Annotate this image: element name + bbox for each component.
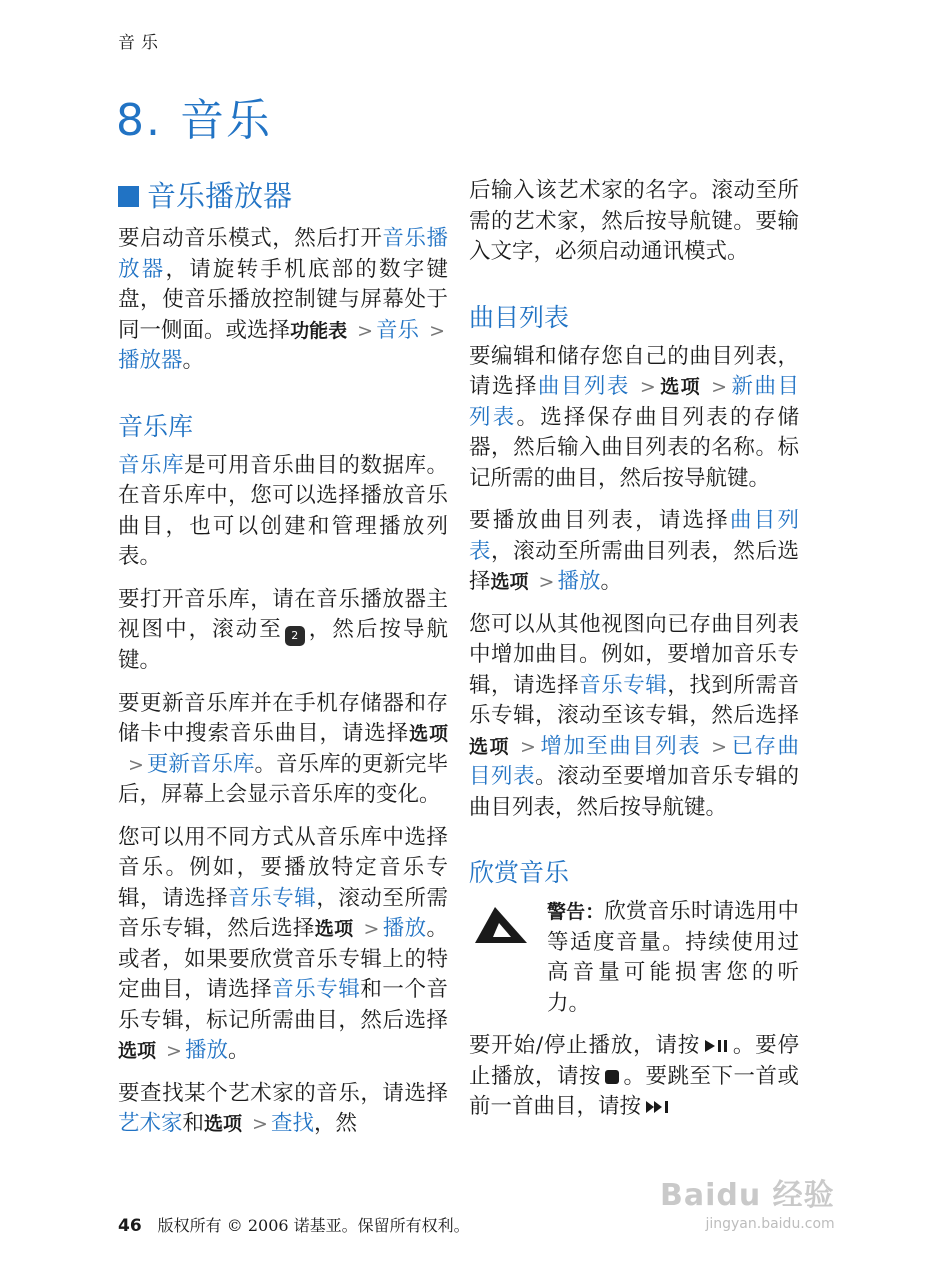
link-playlists[interactable]: 曲目列表 xyxy=(537,374,630,399)
chapter-number: 8. xyxy=(116,95,162,146)
link-play[interactable]: 播放 xyxy=(557,569,601,594)
link-albums[interactable]: 音乐专辑 xyxy=(228,885,317,911)
paragraph-open-library: 要打开音乐库，请在音乐播放器主视图中，滚动至 2 ，然后按导航键。 xyxy=(118,586,448,673)
page-number: 46 xyxy=(118,1216,142,1236)
link-update-library[interactable]: 更新音乐库 xyxy=(146,751,255,777)
paragraph-library-intro: 音乐库是可用音乐曲目的数据库。在音乐库中，您可以选择播放音乐曲目，也可以创建和管理播放列表。 xyxy=(118,452,448,569)
subsection-title-playlists: 曲目列表 xyxy=(469,302,570,332)
paragraph-start-player: 要启动音乐模式，然后打开音乐播放器，请旋转手机底部的数字键盘，使音乐播放控制键与屏幕处于同一侧面。或选择功能表 > 音乐 >播放器。 xyxy=(118,226,448,373)
warning-icon xyxy=(471,903,531,947)
section-title xyxy=(118,176,448,216)
paragraph-add-to-playlist: 您可以从其他视图向已存曲目列表中增加曲目。例如，要增加音乐专辑，请选择音乐专辑，找到所需音乐专辑，滚动至该专辑，然后选择选项 > 增加至曲目列表 > 已存曲目列表。滚动至要增加音乐专辑的曲目列表，然后按导航键。 xyxy=(469,611,799,820)
ui-menu: 功能表 xyxy=(290,319,348,342)
ui-options: 选项 xyxy=(204,1113,243,1135)
link-player[interactable]: 播放器 xyxy=(118,348,183,373)
ui-options: 选项 xyxy=(490,571,529,593)
link-albums[interactable]: 音乐专辑 xyxy=(579,672,668,698)
library-key-icon: 2 xyxy=(285,626,305,646)
paragraph-find-artist: 要查找某个艺术家的音乐，请选择艺术家和选项 > 查找，然 xyxy=(118,1080,448,1136)
ui-options: 选项 xyxy=(118,1040,157,1062)
next-track-icon xyxy=(644,1099,672,1115)
paragraph-select-music: 您可以用不同方式从音乐库中选择音乐。例如，要播放特定音乐专辑，请选择音乐专辑，滚动至所需音乐专辑，然后选择选项 > 播放。或者，如果要欣赏音乐专辑上的特定曲目，请选择音乐专辑和一个音乐专辑，标记所需曲目，然后选择选项 > 播放。 xyxy=(118,824,448,1063)
paragraph-create-playlist: 要编辑和储存您自己的曲目列表，请选择曲目列表 > 选项 > 新曲目列表。选择保存曲目列表的存储器，然后输入曲目列表的名称。标记所需的曲目，然后按导航键。 xyxy=(469,343,799,491)
ui-options: 选项 xyxy=(314,918,354,940)
link-music-player[interactable]: 音乐播放器 xyxy=(118,226,448,282)
link-add-to-playlist[interactable]: 增加至曲目列表 xyxy=(538,733,702,759)
watermark-brand: Baidu 经验 xyxy=(660,1178,835,1213)
link-music[interactable]: 音乐 xyxy=(376,317,420,343)
paragraph-artist-continued: 后输入该艺术家的名字。滚动至所需的艺术家，然后按导航键。要输入文字，必须启动通讯模式。 xyxy=(469,178,799,264)
link-play[interactable]: 播放 xyxy=(382,916,427,941)
watermark xyxy=(660,1170,835,1232)
copyright-text: 版权所有 © 2006 诺基亚。保留所有权利。 xyxy=(157,1216,470,1235)
ui-options: 选项 xyxy=(409,723,448,745)
play-pause-icon xyxy=(703,1038,729,1054)
right-column xyxy=(469,176,799,1135)
link-music-library[interactable]: 音乐库 xyxy=(118,452,185,478)
link-playlists[interactable]: 曲目列表 xyxy=(469,508,799,564)
warning-text: 欣赏音乐时请选用中等适度音量。持续使用过高音量可能损害您的听力。 xyxy=(547,899,799,1016)
link-new-playlist[interactable]: 新曲目列表 xyxy=(469,374,799,430)
running-header: 音乐 xyxy=(118,33,164,53)
ui-options: 选项 xyxy=(658,376,702,398)
chapter-title-text: 音乐 xyxy=(179,95,272,146)
link-play[interactable]: 播放 xyxy=(184,1038,228,1063)
link-artists[interactable]: 艺术家 xyxy=(118,1111,183,1136)
link-find[interactable]: 查找 xyxy=(270,1111,314,1136)
page-footer xyxy=(118,1213,470,1236)
paragraph-playback-keys: 要开始/停止播放，请按 。要停止播放，请按 。要跳至下一首或前一首曲目，请按 xyxy=(469,1033,799,1119)
subsection-title-library: 音乐库 xyxy=(118,411,194,441)
stop-icon xyxy=(604,1069,620,1085)
left-column xyxy=(118,176,448,1152)
chapter-title xyxy=(116,84,272,148)
paragraph-update-library: 要更新音乐库并在手机存储器和存储卡中搜索音乐曲目，请选择选项> 更新音乐库。音乐库的更新完毕后，屏幕上会显示音乐库的变化。 xyxy=(118,690,448,807)
warning-block xyxy=(469,897,799,1019)
section-title-text: 音乐播放器 xyxy=(147,179,293,213)
warning-label: 警告： xyxy=(547,901,605,923)
subsection-title-enjoy: 欣赏音乐 xyxy=(469,858,570,887)
section-square-icon xyxy=(118,186,139,207)
ui-options: 选项 xyxy=(469,735,510,758)
watermark-url: jingyan.baidu.com xyxy=(705,1216,835,1232)
paragraph-play-playlist: 要播放曲目列表，请选择曲目列表，滚动至所需曲目列表，然后选择选项 > 播放。 xyxy=(469,508,799,594)
link-saved-playlists[interactable]: 已存曲目列表 xyxy=(469,733,799,789)
link-albums[interactable]: 音乐专辑 xyxy=(272,977,361,1002)
